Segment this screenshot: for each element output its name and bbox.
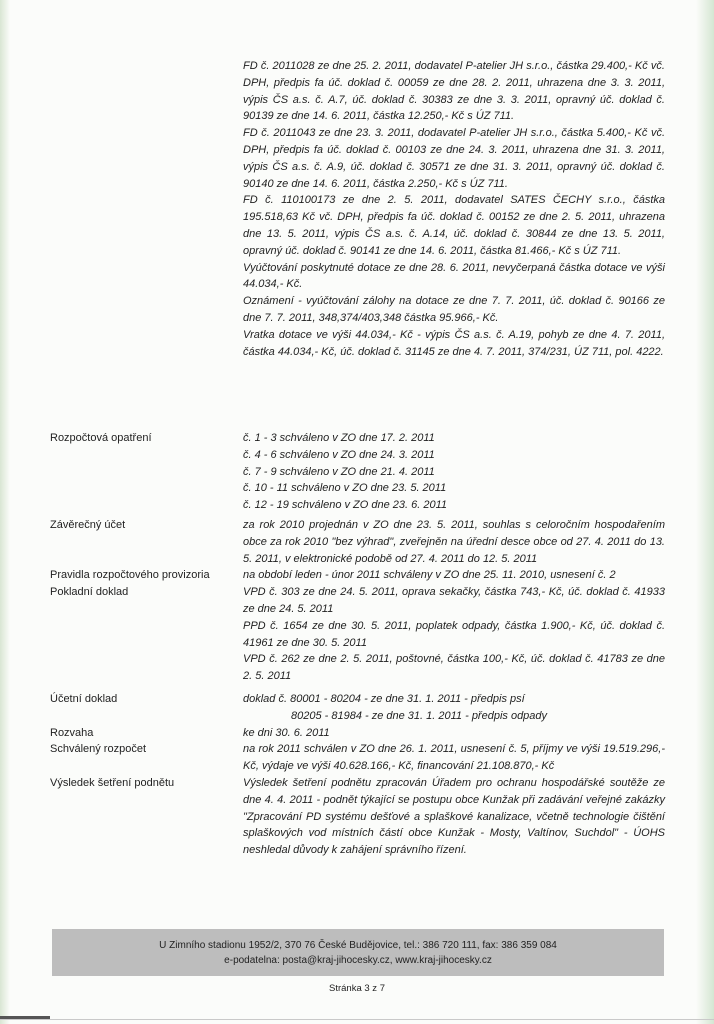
footer-contact-bar (52, 929, 664, 976)
paragraph-vratka: Vratka dotace ve výši 44.034,- Kč - výpis ČS a.s. č. A.19, pohyb ze dne 4. 7. 2011, částka 44.034,- Kč, úč. doklad č. 31145 ze dne 4. 7. 2011, 374/231, ÚZ 711, pol. 4222. (243, 328, 665, 358)
ucetni-line-1: doklad č. 80001 - 80204 - ze dne 31. 1. 2011 - předpis psí (243, 692, 525, 705)
row-label: Výsledek šetření podnětu (50, 776, 175, 789)
paragraph-fd-110100173: FD č. 110100173 ze dne 2. 5. 2011, dodavatel SATES ČECHY s.r.o., částka 195.518,63 Kč vč. DPH, předpis fa úč. doklad č. 00152 ze dne 2. 5. 2011, uhrazena dne 13. 5. 2011, výpis ČS a.s. č. A.14, úč. doklad č. 30844 ze dne 13. 5. 2011, opravný úč. doklad č. 90141 ze dne 14. 6. 2011, částka 81.466,- Kč s ÚZ 711. (243, 194, 665, 257)
row-content: za rok 2010 projednán v ZO dne 23. 5. 2011, souhlas s celoročním hospodařením obce za rok 2010 "bez výhrad", zveřejněn na úřední desce obce od 27. 4. 2011 do 13. 5. 2011, v elektronické podobě od 27. 4. 2011 do 12. 5. 2011 (243, 518, 665, 565)
paragraph-fd-2011028: FD č. 2011028 ze dne 25. 2. 2011, dodavatel P-atelier JH s.r.o., částka 29.400,- Kč vč. DPH, předpis fa úč. doklad č. 00059 ze dne 28. 2. 2011, uhrazena dne 3. 3. 2011, výpis ČS a.s. č. A.7, úč. doklad č. 30383 ze dne 3. 3. 2011, opravný úč. doklad č. 90139 ze dne 14. 6. 2011, částka 12.250,- Kč s ÚZ 711. (243, 60, 665, 123)
footer-contact: e-podatelna: posta@kraj-jihocesky.cz, www.kraj-jihocesky.cz (224, 954, 492, 966)
row-ucetni-doklad (50, 691, 670, 725)
paragraph-ppd-1654: PPD č. 1654 ze dne 30. 5. 2011, poplatek odpady, částka 1.900,- Kč, úč. doklad č. 41961 ze dne 30. 5. 2011 (243, 619, 665, 649)
row-pokladni-doklad (50, 584, 670, 685)
footer-address: U Zimního stadionu 1952/2, 370 76 České Budějovice, tel.: 386 720 111, fax: 386 359 084 (159, 939, 557, 951)
bottom-divider (0, 1019, 714, 1020)
row-schvaleny-rozpocet (50, 741, 670, 775)
row-label: Účetní doklad (50, 692, 118, 705)
row-content: na rok 2011 schválen v ZO dne 26. 1. 2011, usnesení č. 5, příjmy ve výši 19.519.296,- Kč, výdaje ve výši 40.628.166,- Kč, financování 21.108.870,- Kč (243, 743, 665, 773)
row-content: na období leden - únor 2011 schváleny v ZO dne 25. 11. 2010, usnesení č. 2 (243, 569, 616, 582)
row-label: Pokladní doklad (50, 586, 129, 599)
scan-edge-right (696, 0, 714, 1024)
list-item: č. 7 - 9 schváleno v ZO dne 21. 4. 2011 (243, 465, 435, 478)
row-label: Schválený rozpočet (50, 743, 146, 756)
row-rozpoctova-opatreni (50, 430, 670, 514)
list-item: č. 4 - 6 schváleno v ZO dne 24. 3. 2011 (243, 448, 435, 461)
invoice-records-block (243, 58, 665, 360)
row-label: Pravidla rozpočtového provizoria (50, 569, 210, 582)
scan-mark (0, 1016, 50, 1019)
document-rows (50, 430, 670, 859)
row-content (243, 691, 665, 725)
row-content (243, 430, 665, 514)
page-number: Stránka 3 z 7 (329, 983, 385, 994)
paragraph-fd-2011043: FD č. 2011043 ze dne 23. 3. 2011, dodavatel P-atelier JH s.r.o., částka 5.400,- Kč vč. DPH, předpis fa úč. doklad č. 00103 ze dne 24. 3. 2011, uhrazena dne 31. 3. 2011, výpis ČS a.s. č. A.9, úč. doklad č. 30571 ze dne 31. 3. 2011, opravný úč. doklad č. 90140 ze dne 14. 6. 2011, částka 2.250,- Kč s ÚZ 711. (243, 127, 665, 190)
row-vysledek-setreni (50, 775, 670, 859)
row-label: Závěrečný účet (50, 518, 126, 531)
list-item: č. 10 - 11 schváleno v ZO dne 23. 5. 2011 (243, 482, 447, 495)
paragraph-vpd-262: VPD č. 262 ze dne 2. 5. 2011, poštovné, částka 100,- Kč, úč. doklad č. 41783 ze dne 2. 5. 2011 (243, 653, 665, 683)
paragraph-vpd-303: VPD č. 303 ze dne 24. 5. 2011, oprava sekačky, částka 743,- Kč, úč. doklad č. 41933 ze dne 24. 5. 2011 (243, 586, 665, 615)
scan-edge-left (0, 0, 10, 1024)
row-pravidla-provizoria (50, 567, 670, 584)
paragraph-oznameni: Oznámení - vyúčtování zálohy na dotace ze dne 7. 7. 2011, úč. doklad č. 90166 ze dne 7. 7. 2011, 348,374/403,348 částka 95.966,- Kč. (243, 295, 665, 324)
row-content (243, 584, 665, 685)
row-label: Rozpočtová opatření (50, 432, 152, 444)
row-label: Rozvaha (50, 726, 94, 739)
paragraph-vyuctovani: Vyúčtování poskytnuté dotace ze dne 28. 6. 2011, nevyčerpaná částka dotace ve výši 44.034,- Kč. (243, 261, 665, 291)
list-item: č. 12 - 19 schváleno v ZO dne 23. 6. 2011 (243, 499, 448, 512)
row-rozvaha (50, 725, 670, 742)
row-content: Výsledek šetření podnětu zpracován Úřadem pro ochranu hospodářské soutěže ze dne 4. 4. 2011 - podnět týkající se postupu obce Kunžak při zadávání veřejné zakázky "Zpracování PD systému dešťové a splaškové kanalizace, včetně technologie čištění splaškových vod místních částí obce Kunžak - Mosty, Valtínov, Suchdol" - ÚOHS neshledal důvody k zahájení správního řízení. (243, 776, 665, 857)
ucetni-line-2: 80205 - 81984 - ze dne 31. 1. 2011 - předpis odpady (291, 709, 548, 722)
list-item: č. 1 - 3 schváleno v ZO dne 17. 2. 2011 (243, 432, 435, 444)
row-zaverecny-ucet (50, 517, 670, 567)
row-content: ke dni 30. 6. 2011 (243, 726, 330, 739)
